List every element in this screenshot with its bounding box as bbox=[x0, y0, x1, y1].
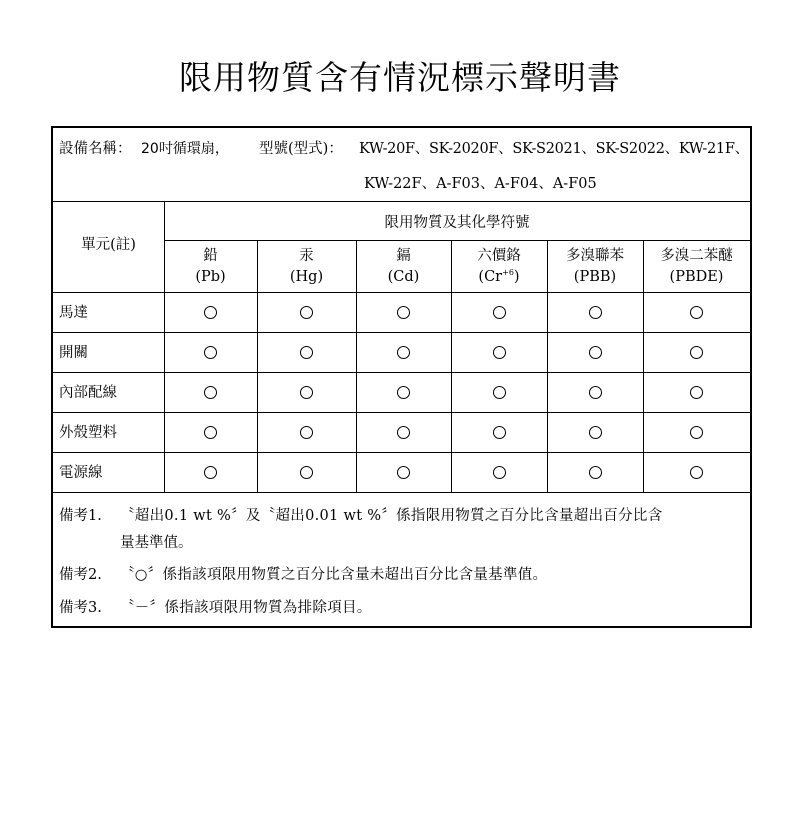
compliance-mark bbox=[300, 386, 313, 399]
column-pbde-symbol: (PBDE) bbox=[669, 269, 724, 285]
model-list-line-1: KW-20F、SK-2020F、SK-S2021、SK-S2022、KW-21F、 bbox=[359, 141, 749, 157]
compliance-mark bbox=[397, 306, 410, 319]
page-title: 限用物質含有情況標示聲明書 bbox=[179, 58, 621, 97]
column-pbb-symbol: (PBB) bbox=[573, 269, 617, 285]
column-cadmium-name: 鎘 bbox=[396, 248, 411, 264]
note-1-label: 備考1. bbox=[59, 508, 102, 524]
column-pbde-name: 多溴二苯醚 bbox=[660, 248, 733, 264]
compliance-mark bbox=[690, 386, 703, 399]
compliance-mark bbox=[690, 466, 703, 479]
compliance-mark bbox=[300, 346, 313, 359]
compliance-mark bbox=[204, 426, 217, 439]
row-label-switch: 開關 bbox=[59, 345, 88, 361]
compliance-mark bbox=[493, 346, 506, 359]
compliance-mark bbox=[589, 306, 602, 319]
note-3-label: 備考3. bbox=[59, 600, 102, 616]
note-2-label: 備考2. bbox=[59, 567, 102, 583]
compliance-mark bbox=[690, 346, 703, 359]
compliance-mark bbox=[690, 426, 703, 439]
note-2-text: 〝○〞係指該項限用物質之百分比含量未超出百分比含量基準值。 bbox=[120, 567, 548, 583]
compliance-mark bbox=[397, 386, 410, 399]
note-1-text-continued: 量基準值。 bbox=[120, 535, 193, 551]
compliance-mark bbox=[300, 306, 313, 319]
compliance-mark bbox=[397, 466, 410, 479]
compliance-mark bbox=[589, 466, 602, 479]
column-chromium-symbol: $(Cr^{+6})$ bbox=[478, 268, 520, 285]
equipment-label: 設備名稱： bbox=[59, 141, 132, 157]
row-label-housing-plastic: 外殼塑料 bbox=[59, 425, 117, 441]
column-lead-symbol: (Pb) bbox=[195, 269, 226, 285]
compliance-mark bbox=[493, 386, 506, 399]
row-label-motor: 馬達 bbox=[59, 305, 88, 321]
model-list-line-2: KW-22F、A-F03、A-F04、A-F05 bbox=[364, 176, 597, 192]
model-label: 型號(型式)： bbox=[259, 141, 343, 157]
compliance-mark bbox=[300, 466, 313, 479]
compliance-mark bbox=[589, 426, 602, 439]
declaration-table bbox=[51, 126, 752, 628]
compliance-mark bbox=[397, 426, 410, 439]
compliance-mark bbox=[397, 346, 410, 359]
compliance-mark bbox=[589, 346, 602, 359]
unit-column-header: 單元(註) bbox=[81, 237, 136, 253]
column-chromium-name: 六價鉻 bbox=[477, 248, 521, 264]
compliance-mark bbox=[204, 306, 217, 319]
note-1-text: 〝超出0.1 wt %〞及〝超出0.01 wt %〞係指限用物質之百分比含量超出百分比含 bbox=[120, 508, 663, 524]
compliance-mark bbox=[493, 466, 506, 479]
column-mercury-symbol: (Hg) bbox=[289, 269, 324, 285]
compliance-mark bbox=[690, 306, 703, 319]
compliance-mark bbox=[493, 306, 506, 319]
row-label-power-cord: 電源線 bbox=[59, 465, 103, 481]
compliance-mark bbox=[204, 386, 217, 399]
restricted-substances-header: 限用物質及其化學符號 bbox=[384, 215, 530, 231]
column-mercury-name: 汞 bbox=[299, 248, 314, 264]
compliance-mark bbox=[204, 346, 217, 359]
compliance-mark bbox=[300, 426, 313, 439]
row-label-internal-wiring: 內部配線 bbox=[59, 385, 117, 401]
compliance-mark bbox=[589, 386, 602, 399]
note-3-text: 〝－〞係指該項限用物質為排除項目。 bbox=[120, 600, 372, 616]
compliance-mark bbox=[493, 426, 506, 439]
column-lead-name: 鉛 bbox=[203, 248, 218, 264]
column-pbb-name: 多溴聯苯 bbox=[566, 248, 624, 264]
compliance-mark bbox=[204, 466, 217, 479]
column-cadmium-symbol: (Cd) bbox=[387, 269, 420, 285]
equipment-name: 20吋循環扇， bbox=[141, 141, 229, 157]
